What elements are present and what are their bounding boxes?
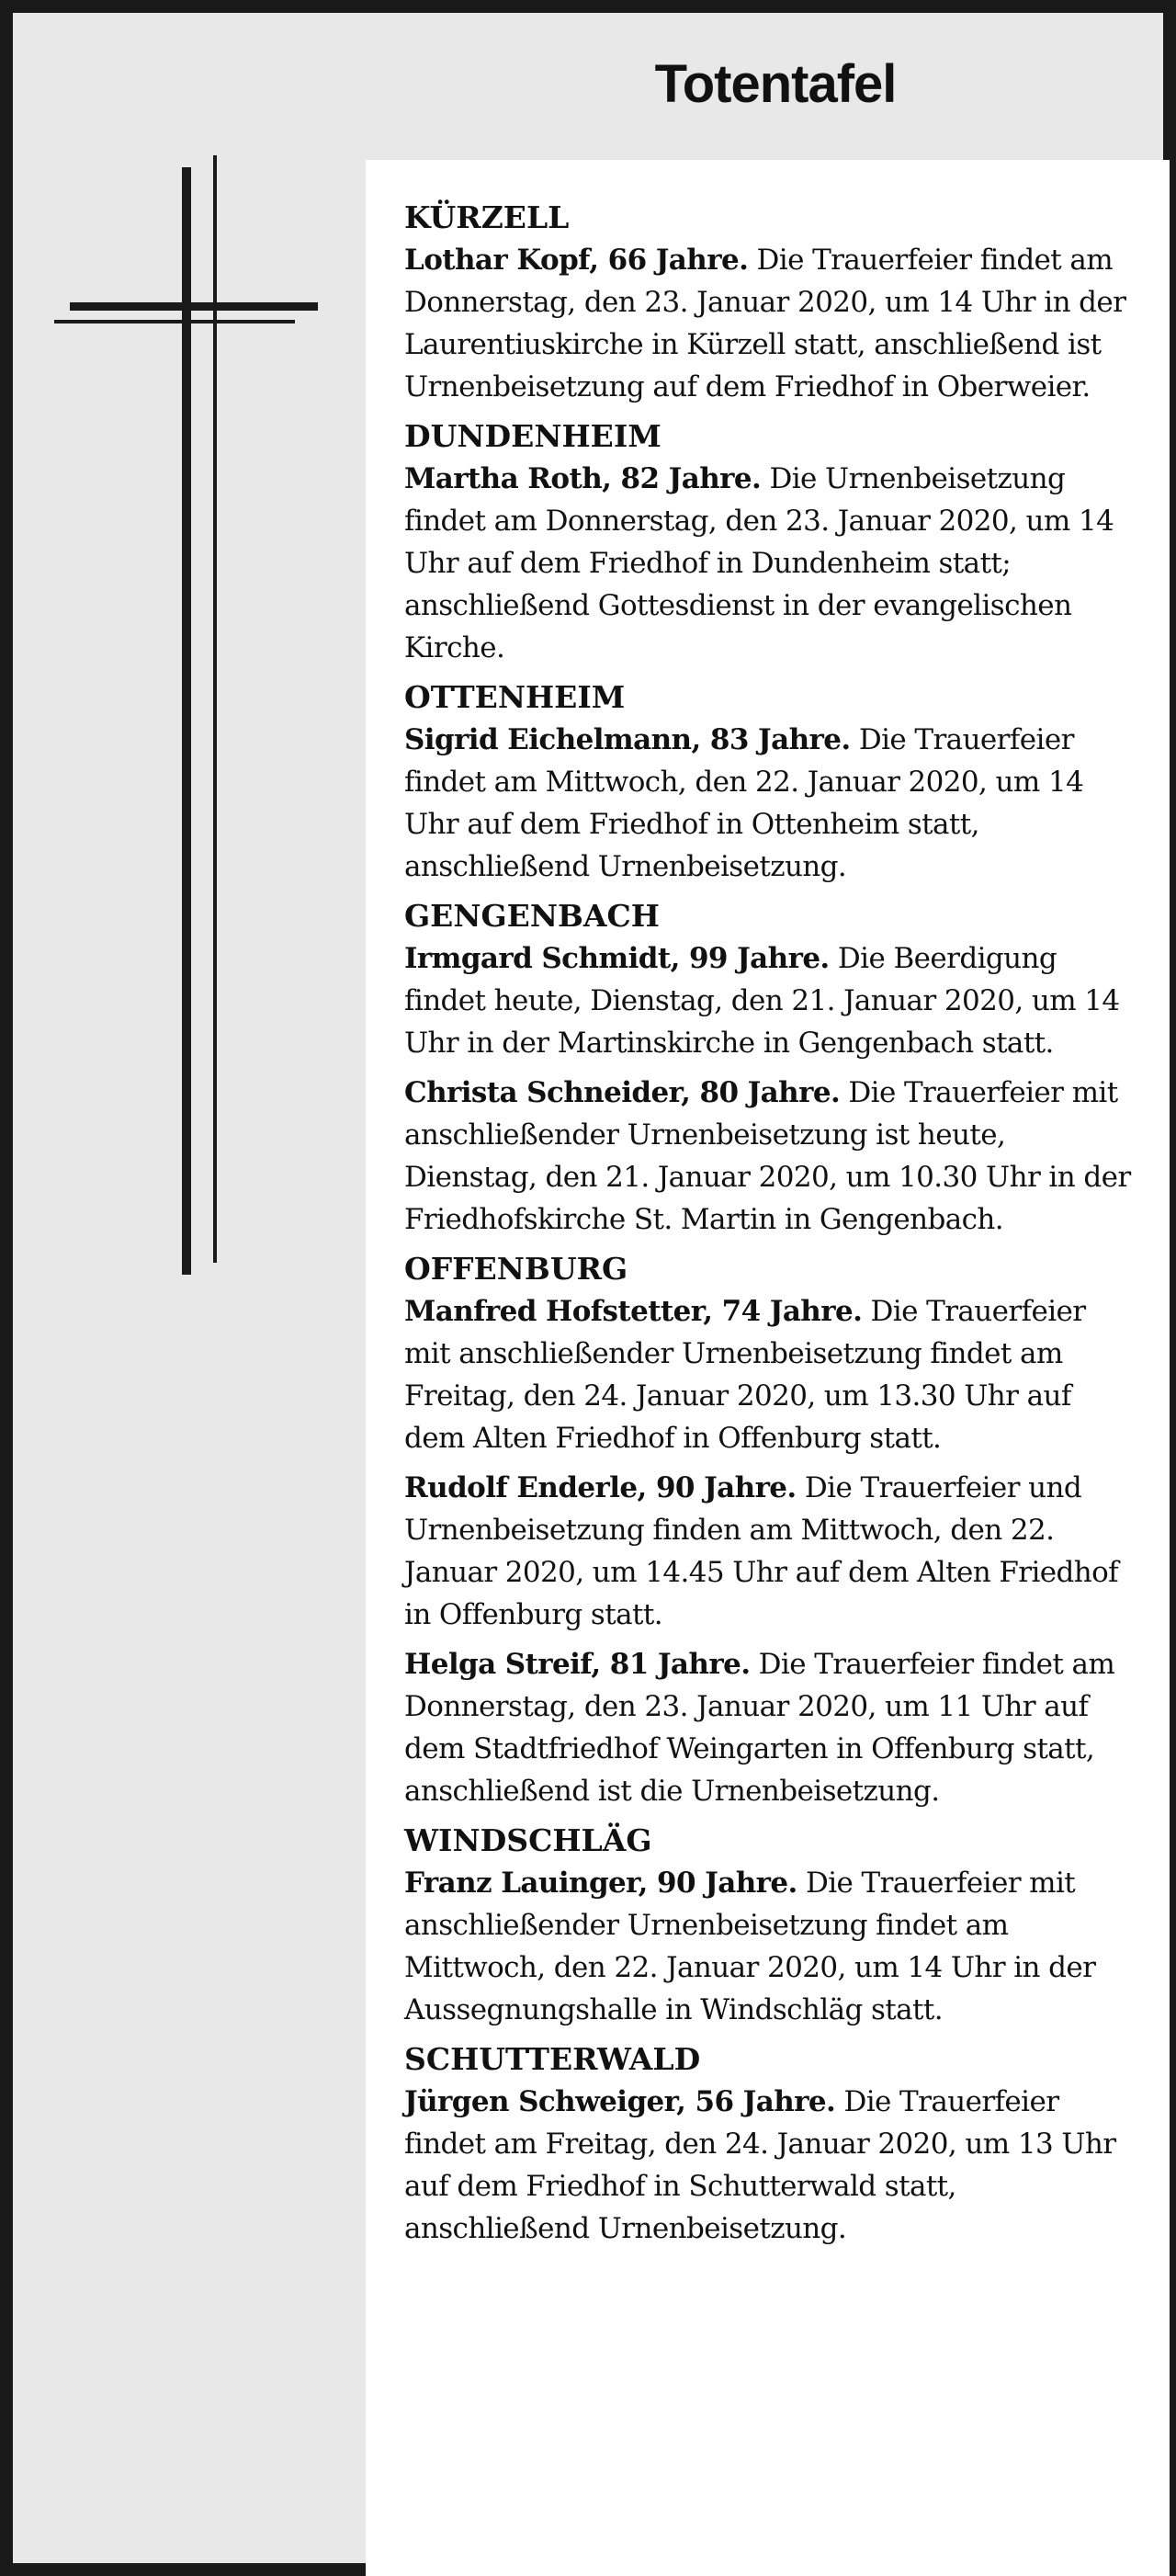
entry-text: Die Trauerfeier findet am Mittwoch, den 22. Januar 2020, um 14 Uhr auf dem Friedhof in Ottenheim statt, anschließend Urnenbeisetzung. (404, 723, 1084, 883)
obituary-entry (404, 2081, 1135, 2250)
section-kuerzell (404, 197, 1135, 408)
entry-name: Manfred Hofstetter, 74 Jahre. (404, 1295, 863, 1328)
entry-text: Die Trauerfeier und Urnenbeisetzung finden am Mittwoch, den 22. Januar 2020, um 14.45 Uhr auf dem Alten Friedhof in Offenburg statt. (404, 1471, 1119, 1631)
obituary-entry (404, 1072, 1135, 1241)
section-heading: SCHUTTERWALD (404, 2041, 701, 2077)
entry-text: Die Trauerfeier mit anschließender Urnenbeisetzung findet am Freitag, den 24. Januar 2020, um 13.30 Uhr auf dem Alten Friedhof in Offenburg statt. (404, 1295, 1086, 1455)
section-windschlaeg (404, 1820, 1135, 2031)
obituary-entry (404, 458, 1135, 669)
section-heading: KÜRZELL (404, 199, 570, 235)
entry-name: Martha Roth, 82 Jahre. (404, 462, 762, 495)
section-heading: OTTENHEIM (404, 679, 626, 715)
entry-name: Christa Schneider, 80 Jahre. (404, 1076, 841, 1109)
entry-text: Die Urnenbeisetzung findet am Donnerstag, den 23. Januar 2020, um 14 Uhr auf dem Friedhof in Dundenheim statt; anschließend Gottesdienst in der evangelischen Kirche. (404, 462, 1114, 664)
obituary-entry (404, 937, 1135, 1064)
entry-name: Lothar Kopf, 66 Jahre. (404, 244, 749, 277)
obituary-entry (404, 1290, 1135, 1459)
entry-text: Die Trauerfeier mit anschließender Urnenbeisetzung findet am Mittwoch, den 22. Januar 2020, um 14 Uhr in der Aussegnungshalle in Windschläg statt. (404, 1867, 1096, 2026)
section-heading: DUNDENHEIM (404, 418, 662, 454)
page-title: Totentafel (654, 54, 897, 114)
section-schutterwald (404, 2038, 1135, 2250)
entry-text: Die Trauerfeier findet am Donnerstag, den 23. Januar 2020, um 14 Uhr in der Laurentiuskirche in Kürzell statt, anschließend ist Urnenbeisetzung auf dem Friedhof in Oberweier. (404, 244, 1126, 403)
entry-name: Irmgard Schmidt, 99 Jahre. (404, 942, 830, 975)
entry-text: Die Trauerfeier mit anschließender Urnenbeisetzung ist heute, Dienstag, den 21. Januar 2020, um 10.30 Uhr in der Friedhofskirche St. Martin in Gengenbach. (404, 1076, 1131, 1236)
obituary-entry (404, 719, 1135, 888)
obituary-entry (404, 1643, 1135, 1812)
entry-name: Helga Streif, 81 Jahre. (404, 1648, 751, 1681)
section-heading: OFFENBURG (404, 1251, 628, 1287)
obituary-entry (404, 239, 1135, 408)
obituary-entry (404, 1862, 1135, 2031)
section-gengenbach (404, 895, 1135, 1241)
section-heading: GENGENBACH (404, 898, 660, 934)
section-offenburg (404, 1248, 1135, 1812)
entry-name: Rudolf Enderle, 90 Jahre. (404, 1471, 797, 1504)
section-dundenheim (404, 415, 1135, 669)
obituary-column (366, 160, 1170, 2576)
entry-text: Die Trauerfeier findet am Freitag, den 24. Januar 2020, um 13 Uhr auf dem Friedhof in Schutterwald statt, anschließend Urnenbeisetzung. (404, 2085, 1116, 2245)
section-ottenheim (404, 676, 1135, 888)
entry-text: Die Trauerfeier findet am Donnerstag, den 23. Januar 2020, um 11 Uhr auf dem Stadtfriedhof Weingarten in Offenburg statt, anschließend ist die Urnenbeisetzung. (404, 1648, 1115, 1808)
entry-name: Sigrid Eichelmann, 83 Jahre. (404, 723, 851, 756)
section-heading: WINDSCHLÄG (404, 1822, 652, 1858)
entry-text: Die Beerdigung findet heute, Dienstag, den 21. Januar 2020, um 14 Uhr in der Martinskirche in Gengenbach statt. (404, 942, 1120, 1060)
obituary-entry (404, 1467, 1135, 1636)
cross-icon (13, 13, 366, 1299)
entry-name: Jürgen Schweiger, 56 Jahre. (404, 2085, 836, 2118)
entry-name: Franz Lauinger, 90 Jahre. (404, 1867, 797, 1900)
